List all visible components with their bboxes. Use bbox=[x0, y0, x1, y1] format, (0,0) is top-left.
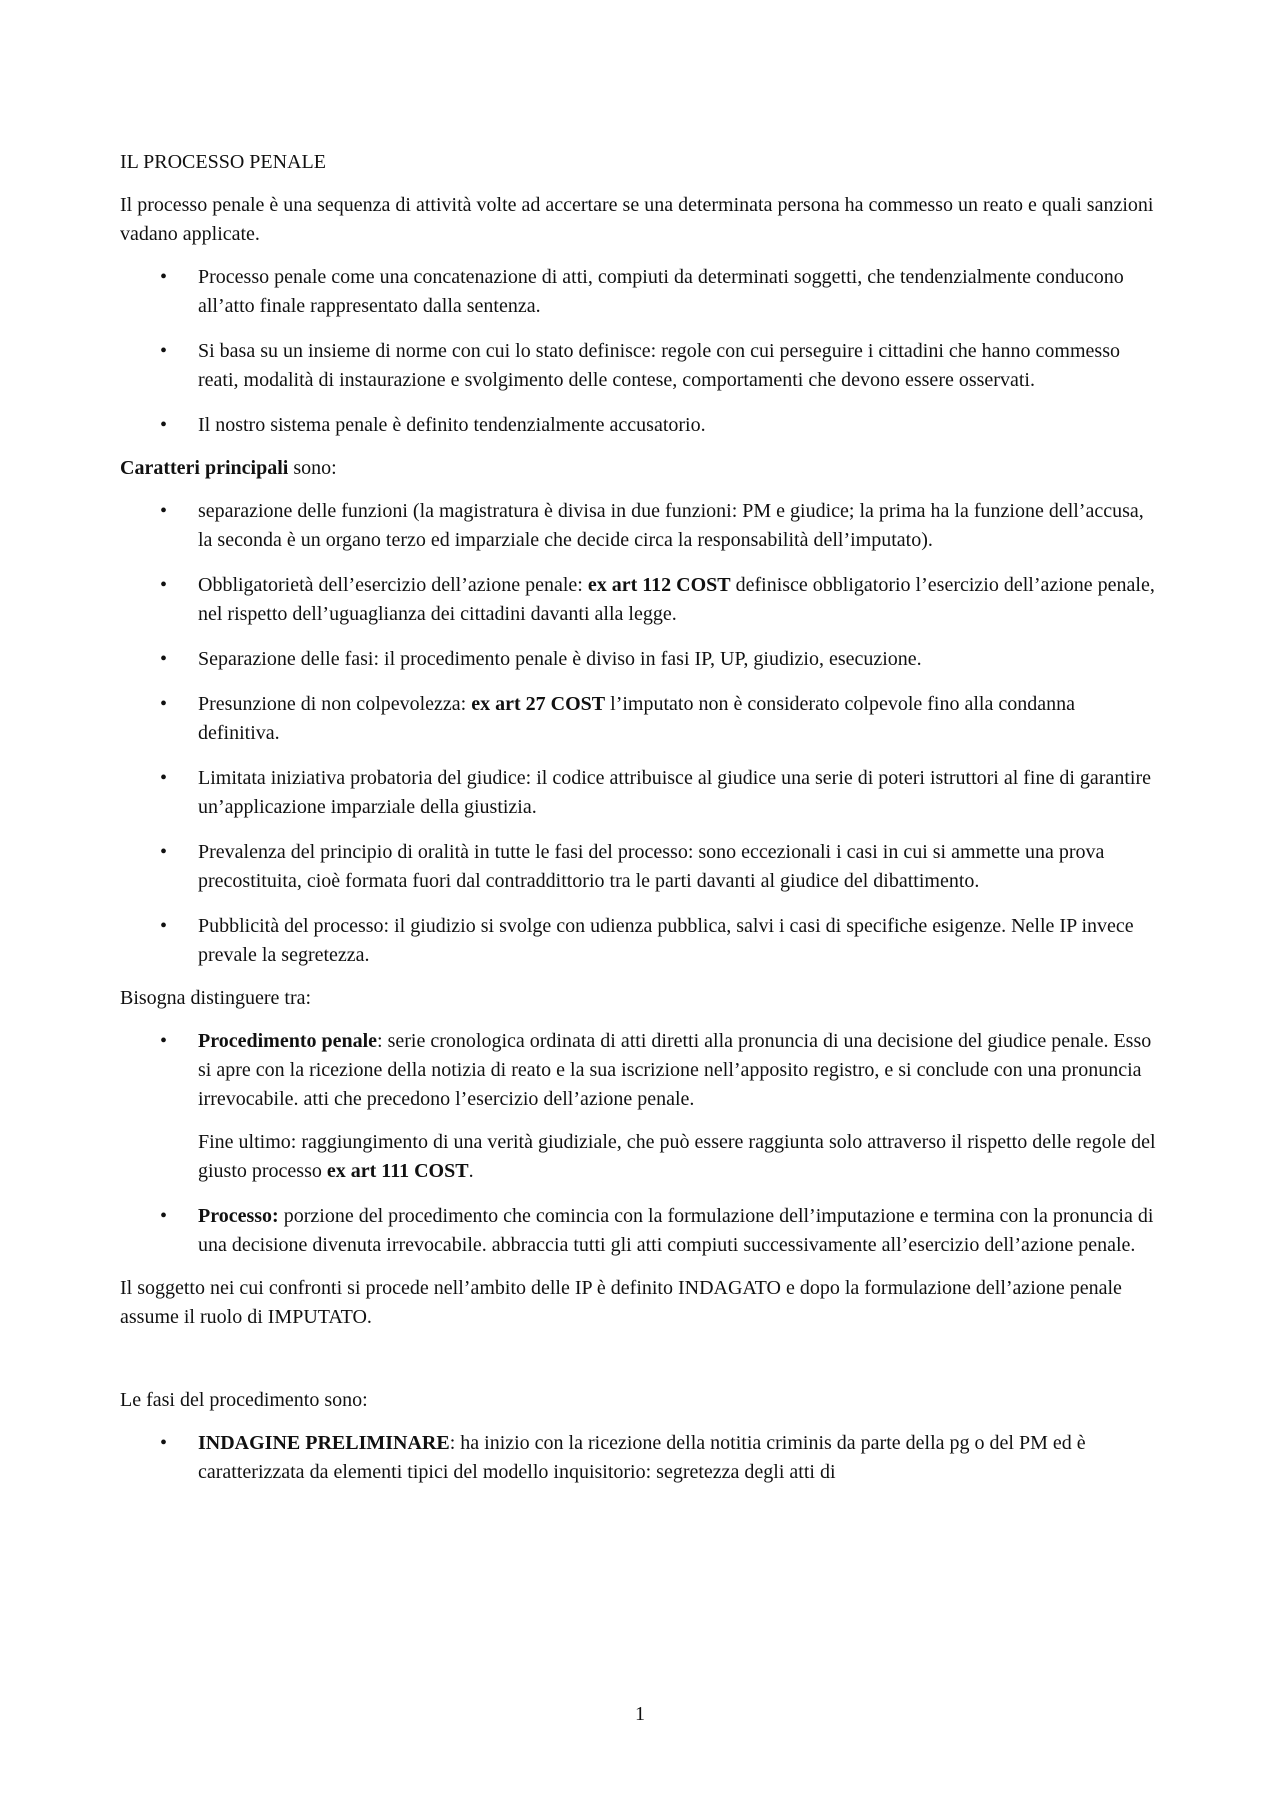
list-item: • INDAGINE PRELIMINARE: ha inizio con la ricezione della notitia criminis da parte della pg o del PM ed è caratterizzata da elementi tipici del modello inquisitorio: segretezza degli atti di bbox=[120, 1429, 1160, 1487]
bullet-icon: • bbox=[160, 574, 168, 596]
bullet-icon: • bbox=[160, 915, 168, 937]
list-item: • Separazione delle fasi: il procedimento penale è diviso in fasi IP, UP, giudizio, esecuzione. bbox=[120, 645, 1160, 674]
bullet-icon: • bbox=[160, 500, 168, 522]
fine-ultimo-paragraph: Fine ultimo: raggiungimento di una verità giudiziale, che può essere raggiunta solo attraverso il rispetto delle regole del giusto processo ex art 111 COST. bbox=[198, 1131, 1156, 1182]
document-body bbox=[120, 148, 1160, 1501]
bullet-icon: • bbox=[160, 1432, 168, 1454]
list-item: • Prevalenza del principio di oralità in tutte le fasi del processo: sono eccezionali i casi in cui si ammette una prova precostituita, cioè formata fuori dal contraddittorio tra le parti davanti al giudice del dibattimento. bbox=[120, 838, 1160, 896]
bullet-icon: • bbox=[160, 648, 168, 670]
list-item: • Si basa su un insieme di norme con cui lo stato definisce: regole con cui perseguire i cittadini che hanno commesso reati, modalità di instaurazione e svolgimento delle contese, comportamenti che devono essere osservati. bbox=[120, 337, 1160, 395]
bullet-icon: • bbox=[160, 414, 168, 436]
bullet-icon: • bbox=[160, 1030, 168, 1052]
caratteri-heading: Caratteri principali sono: bbox=[120, 457, 337, 479]
list-item: • Presunzione di non colpevolezza: ex art 27 COST l’imputato non è considerato colpevole fino alla condanna definitiva. bbox=[120, 690, 1160, 748]
list-item: • Processo: porzione del procedimento che comincia con la formulazione dell’imputazione e termina con la pronuncia di una decisione divenuta irrevocabile. abbraccia tutti gli atti compiuti successivamente all’esercizio dell’azione penale. bbox=[120, 1202, 1160, 1260]
bullet-icon: • bbox=[160, 693, 168, 715]
list-item: • Il nostro sistema penale è definito tendenzialmente accusatorio. bbox=[120, 411, 1160, 440]
intro-paragraph: Il processo penale è una sequenza di attività volte ad accertare se una determinata persona ha commesso un reato e quali sanzioni vadano applicate. bbox=[120, 194, 1154, 245]
list-item: • Pubblicità del processo: il giudizio si svolge con udienza pubblica, salvi i casi di specifiche esigenze. Nelle IP invece prevale la segretezza. bbox=[120, 912, 1160, 970]
fasi-bullet-list bbox=[120, 1429, 1160, 1487]
distinguere-bullet-list bbox=[120, 1027, 1160, 1260]
bullet-icon: • bbox=[160, 266, 168, 288]
list-item: • Limitata iniziativa probatoria del giudice: il codice attribuisce al giudice una serie di poteri istruttori al fine di garantire un’applicazione imparziale della giustizia. bbox=[120, 764, 1160, 822]
bullet-icon: • bbox=[160, 1205, 168, 1227]
page-number: 1 bbox=[635, 1703, 645, 1725]
list-item: • separazione delle funzioni (la magistratura è divisa in due funzioni: PM e giudice; la prima ha la funzione dell’accusa, la seconda è un organo terzo ed imparziale che decide circa la responsabilità dell’imputato). bbox=[120, 497, 1160, 555]
soggetto-paragraph: Il soggetto nei cui confronti si procede nell’ambito delle IP è definito INDAGATO e dopo la formulazione dell’azione penale assume il ruolo di IMPUTATO. bbox=[120, 1277, 1122, 1328]
bullet-icon: • bbox=[160, 767, 168, 789]
bullet-icon: • bbox=[160, 340, 168, 362]
distinguere-paragraph: Bisogna distinguere tra: bbox=[120, 987, 312, 1009]
page-title: IL PROCESSO PENALE bbox=[120, 151, 326, 173]
fasi-paragraph: Le fasi del procedimento sono: bbox=[120, 1389, 368, 1411]
caratteri-bullet-list bbox=[120, 497, 1160, 970]
bullet-icon: • bbox=[160, 841, 168, 863]
list-item: • Obbligatorietà dell’esercizio dell’azione penale: ex art 112 COST definisce obbligatorio l’esercizio dell’azione penale, nel rispetto dell’uguaglianza dei cittadini davanti alla legge. bbox=[120, 571, 1160, 629]
list-item: • Processo penale come una concatenazione di atti, compiuti da determinati soggetti, che tendenzialmente conducono all’atto finale rappresentato dalla sentenza. bbox=[120, 263, 1160, 321]
list-item bbox=[120, 1027, 1160, 1186]
procedimento-definition: Procedimento penale: serie cronologica ordinata di atti diretti alla pronuncia di una decisione del giudice penale. Esso si apre con la ricezione della notizia di reato e la sua iscrizione nell’apposito registro, e si conclude con una pronuncia irrevocabile. atti che precedono l’esercizio dell’azione penale. bbox=[198, 1030, 1152, 1110]
blank-gap bbox=[120, 1346, 1160, 1386]
intro-bullet-list bbox=[120, 263, 1160, 440]
